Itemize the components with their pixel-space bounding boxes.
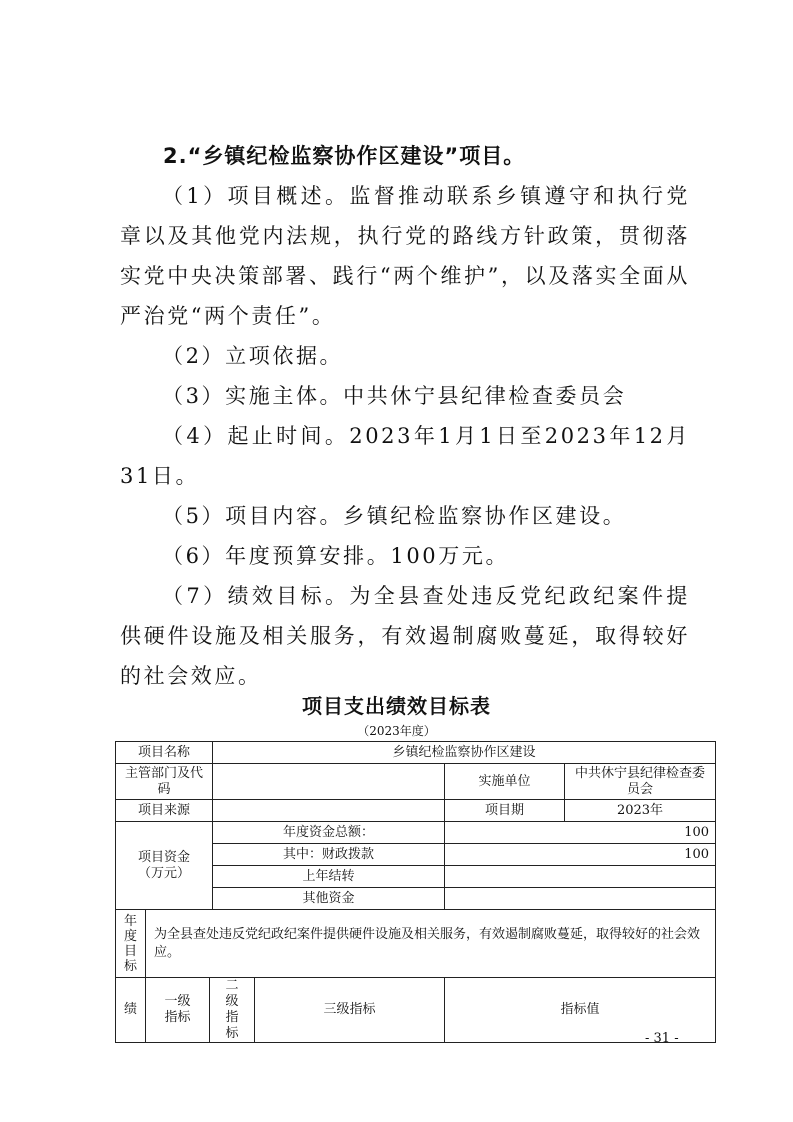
funds-other-label: 其他资金 xyxy=(213,888,445,910)
paragraph-basis: （2）立项依据。 xyxy=(162,344,344,368)
funds-total-value: 100 xyxy=(445,822,716,844)
funds-total-label: 年度资金总额： xyxy=(213,822,445,844)
funds-other-value xyxy=(445,888,716,910)
section-heading: 2.“乡镇纪检监察协作区建设”项目。 xyxy=(163,144,526,168)
period-value: 2023年 xyxy=(565,800,716,822)
dept-value xyxy=(213,764,445,800)
paragraph-overview: （1）项目概述。监督推动联系乡镇遵守和执行党章以及其他党内法规，执行党的路线方针政策，贯彻落实党中央决策部署、践行“两个维护”，以及落实全面从严治党“两个责任”。 xyxy=(120,184,690,328)
period-label: 项目期 xyxy=(445,800,565,822)
paragraph-period: （4）起止时间。2023年1月1日至2023年12月31日。 xyxy=(120,424,690,488)
table-row xyxy=(116,822,716,844)
paragraph-goal: （7）绩效目标。为全县查处违反党纪政纪案件提供硬件设施及相关服务，有效遏制腐败蔓延，取得较好的社会效应。 xyxy=(120,584,690,688)
project-name-value: 乡镇纪检监察协作区建设 xyxy=(213,742,716,764)
funds-fiscal-label: 其中：财政拨款 xyxy=(213,844,445,866)
table-title: 项目支出绩效目标表 xyxy=(302,694,491,718)
source-value xyxy=(213,800,445,822)
level3-label: 三级指标 xyxy=(255,978,445,1043)
table-row xyxy=(116,764,716,800)
funds-carryover-value xyxy=(445,866,716,888)
page-number: - 31 - xyxy=(645,1031,679,1046)
level2-label: 二级指标 xyxy=(210,978,255,1043)
annual-goal-value: 为全县查处违反党纪政纪案件提供硬件设施及相关服务，有效遏制腐败蔓延，取得较好的社会效应。 xyxy=(146,910,716,978)
table-subtitle: （2023年度） xyxy=(357,724,436,738)
dept-label: 主管部门及代码 xyxy=(116,764,213,800)
paragraph-content: （5）项目内容。乡镇纪检监察协作区建设。 xyxy=(162,504,627,528)
funds-fiscal-value: 100 xyxy=(445,844,716,866)
project-name-label: 项目名称 xyxy=(116,742,213,764)
table-row xyxy=(116,978,716,1043)
paragraph-budget: （6）年度预算安排。100万元。 xyxy=(162,544,510,568)
paragraph-implementer: （3）实施主体。中共休宁县纪律检查委员会 xyxy=(162,384,627,408)
annual-goal-label: 年度目标 xyxy=(116,910,146,978)
impl-unit-value: 中共休宁县纪律检查委员会 xyxy=(565,764,716,800)
table-row xyxy=(116,910,716,978)
performance-target-table xyxy=(115,741,716,1043)
table-row xyxy=(116,800,716,822)
perf-label: 绩 xyxy=(116,978,146,1043)
funds-label: 项目资金（万元） xyxy=(116,822,213,910)
indicator-value-label: 指标值 xyxy=(445,978,716,1043)
impl-unit-label: 实施单位 xyxy=(445,764,565,800)
level1-label: 一级指标 xyxy=(146,978,210,1043)
funds-carryover-label: 上年结转 xyxy=(213,866,445,888)
source-label: 项目来源 xyxy=(116,800,213,822)
table-row xyxy=(116,742,716,764)
